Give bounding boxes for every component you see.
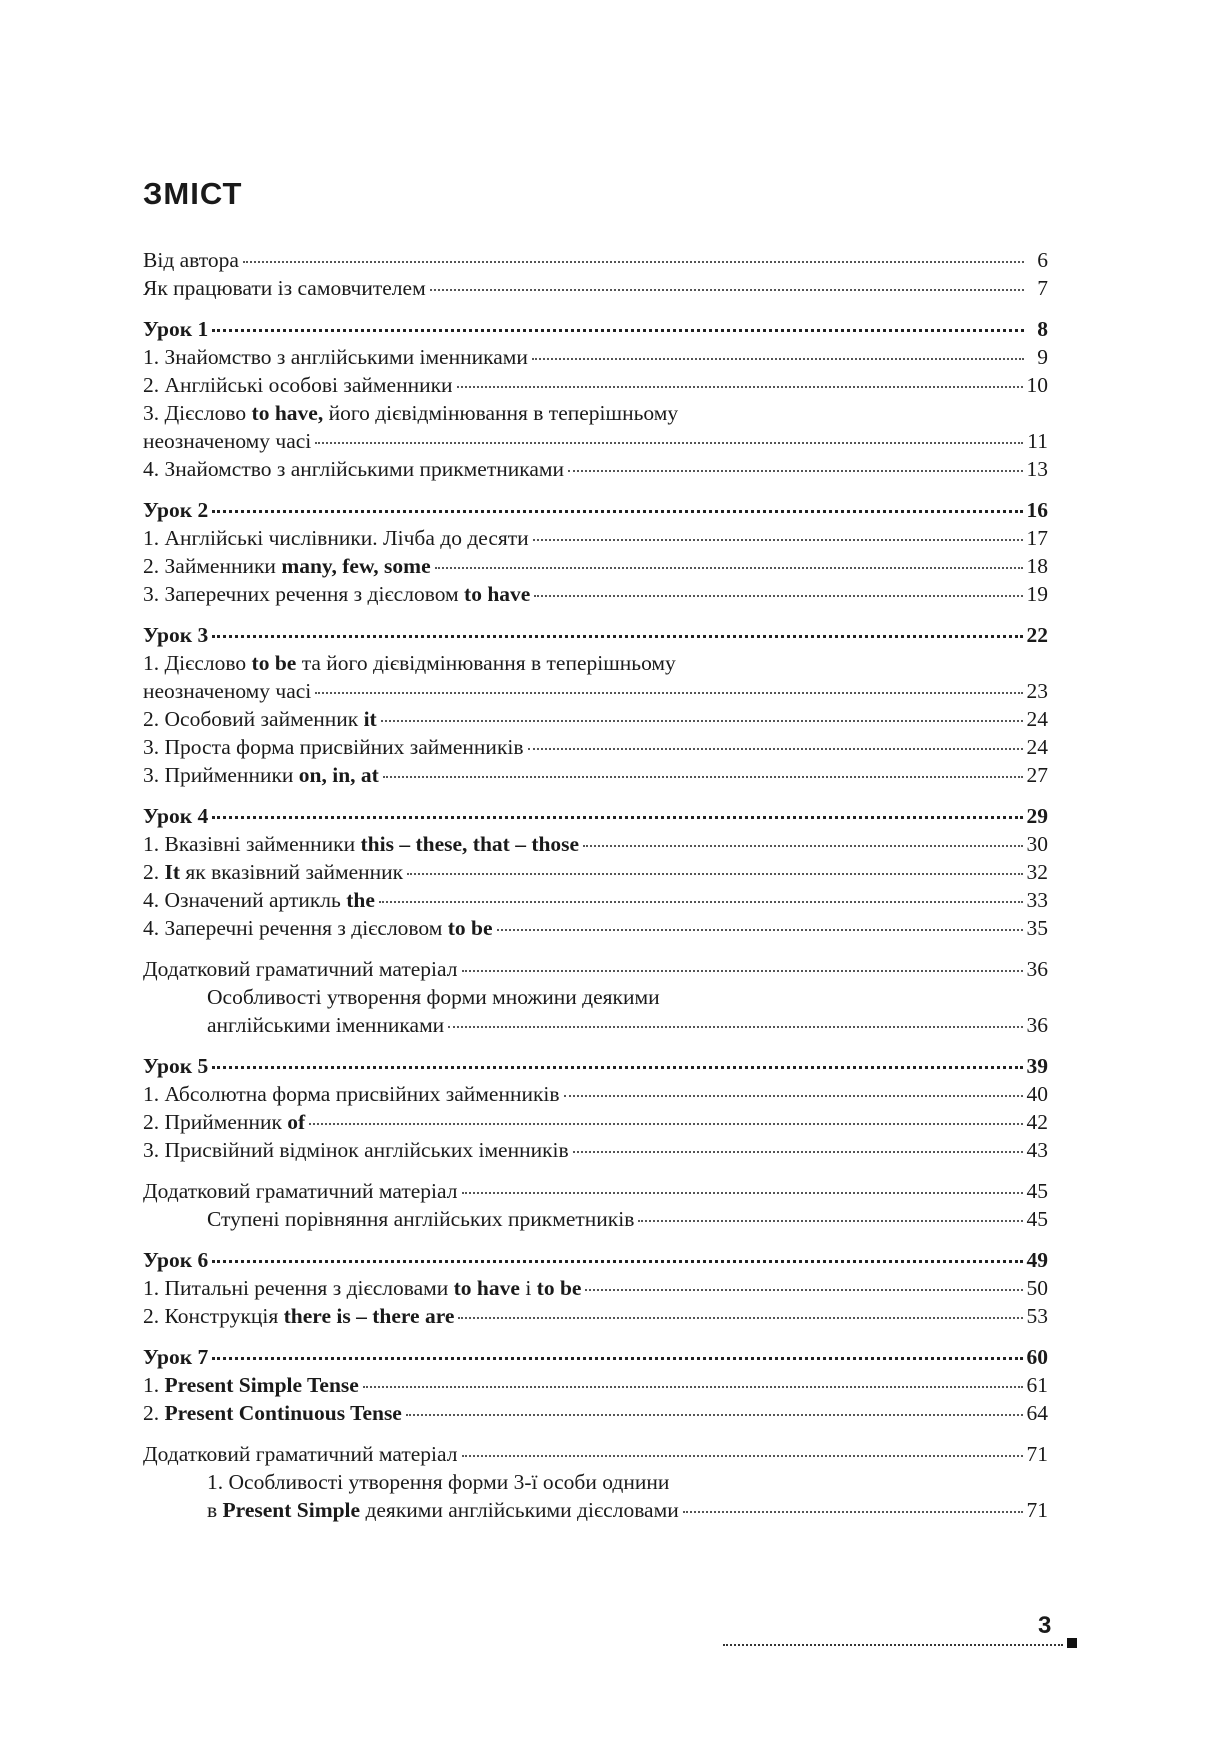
toc-text: 2.	[143, 1401, 165, 1425]
toc-entry-title	[143, 761, 379, 789]
toc-entry	[143, 399, 1048, 427]
toc-entry-title	[143, 524, 529, 552]
toc-entry	[143, 427, 1048, 455]
toc-entry	[143, 343, 1048, 371]
toc-leader-dots	[532, 358, 1024, 360]
toc-text: 3. Присвійний відмінок англійських іменників	[143, 1138, 569, 1162]
toc-entry	[143, 1177, 1048, 1205]
toc-entry-title	[143, 802, 208, 830]
toc-text: в	[207, 1498, 223, 1522]
toc-entry-title	[143, 455, 564, 483]
toc-leader-dots	[568, 470, 1022, 472]
toc-leader-dots	[533, 539, 1023, 541]
toc-page-number: 45	[1026, 1207, 1048, 1231]
toc-entry	[143, 1080, 1048, 1108]
toc-leader-dots	[585, 1289, 1022, 1291]
toc-text: Урок 2	[143, 498, 209, 522]
toc-entry	[143, 858, 1048, 886]
toc-term: to have,	[251, 401, 324, 425]
toc-lesson-heading	[143, 802, 1048, 830]
toc-text: неозначеному часі	[143, 679, 312, 703]
toc-entry-title	[143, 1177, 458, 1205]
toc-term: It	[164, 860, 181, 884]
toc-page-number: 45	[1026, 1179, 1048, 1203]
toc-leader-dots	[462, 1455, 1023, 1457]
toc-entry-title	[207, 1011, 444, 1039]
toc-entry	[143, 1399, 1048, 1427]
toc-page-number: 23	[1026, 679, 1048, 703]
table-of-contents	[143, 246, 1048, 1537]
toc-text: 2.	[143, 860, 165, 884]
toc-term: on, in, at	[298, 763, 379, 787]
toc-text: 1. Англійські числівники. Лічба до десяти	[143, 526, 529, 550]
toc-page-number: 33	[1026, 888, 1048, 912]
toc-lesson-heading	[143, 1246, 1048, 1274]
toc-leader-dots	[212, 816, 1022, 819]
toc-entry-title	[143, 371, 453, 399]
toc-entry-title	[143, 1080, 560, 1108]
toc-entry	[143, 1468, 1048, 1496]
toc-text: Урок 5	[143, 1054, 209, 1078]
toc-leader-dots	[315, 442, 1023, 444]
toc-page-number: 10	[1026, 373, 1048, 397]
toc-text: Додатковий граматичний матеріал	[143, 957, 458, 981]
toc-entry	[143, 1496, 1048, 1524]
toc-entry	[143, 552, 1048, 580]
toc-page-number: 49	[1026, 1248, 1048, 1272]
toc-entry-title	[143, 858, 403, 886]
toc-text: деякими англійськими дієсловами	[360, 1498, 679, 1522]
toc-leader-dots	[212, 510, 1022, 513]
toc-group	[143, 1343, 1048, 1427]
toc-entry-title	[143, 343, 528, 371]
toc-leader-dots	[435, 567, 1023, 569]
toc-entry	[143, 371, 1048, 399]
toc-leader-dots	[462, 970, 1023, 972]
toc-term: Present Simple	[222, 1498, 361, 1522]
toc-page-number: 71	[1026, 1498, 1048, 1522]
toc-entry-title	[143, 580, 530, 608]
toc-leader-dots	[430, 289, 1024, 291]
toc-leader-dots	[379, 901, 1023, 903]
toc-page-number: 19	[1026, 582, 1048, 606]
toc-text: 1. Дієслово	[143, 651, 252, 675]
toc-group	[143, 1177, 1048, 1233]
toc-entry-title	[207, 1496, 679, 1524]
toc-entry-title	[143, 1136, 569, 1164]
toc-entry-title	[143, 830, 579, 858]
toc-page-number: 16	[1026, 498, 1048, 522]
toc-leader-dots	[243, 261, 1024, 263]
toc-entry-title	[143, 274, 426, 302]
toc-leader-dots	[457, 386, 1023, 388]
toc-text: 4. Знайомство з англійськими прикметниками	[143, 457, 565, 481]
toc-group	[143, 802, 1048, 942]
toc-group	[143, 496, 1048, 608]
toc-text: як вказівний займенник	[180, 860, 404, 884]
toc-leader-dots	[564, 1095, 1023, 1097]
toc-leader-dots	[638, 1220, 1022, 1222]
toc-page-number: 71	[1026, 1442, 1048, 1466]
toc-text: 2. Конструкція	[143, 1304, 284, 1328]
toc-page-number: 36	[1026, 1013, 1048, 1037]
toc-text: англійськими іменниками	[207, 1013, 445, 1037]
toc-leader-dots	[383, 776, 1023, 778]
toc-entry	[143, 274, 1048, 302]
toc-entry-title	[143, 1274, 581, 1302]
toc-leader-dots	[309, 1123, 1022, 1125]
toc-leader-dots	[406, 1414, 1023, 1416]
toc-entry-title	[143, 246, 239, 274]
toc-entry	[143, 1302, 1048, 1330]
toc-term: to be	[251, 651, 297, 675]
toc-entry	[143, 830, 1048, 858]
toc-page-number: 22	[1026, 623, 1048, 647]
toc-group	[143, 246, 1048, 302]
toc-text: Урок 7	[143, 1345, 209, 1369]
toc-entry-title	[143, 955, 458, 983]
toc-term: to be	[447, 916, 493, 940]
toc-entry	[143, 1371, 1048, 1399]
toc-term: it	[363, 707, 377, 731]
toc-term: many, few, some	[281, 554, 431, 578]
toc-text: Ступені порівняння англійських прикметників	[207, 1207, 635, 1231]
toc-page-number: 27	[1026, 763, 1048, 787]
toc-page-number: 35	[1026, 916, 1048, 940]
toc-text: Урок 4	[143, 804, 209, 828]
toc-page-number: 9	[1037, 345, 1048, 369]
toc-text: Особливості утворення форми множини деякими	[207, 985, 660, 1009]
toc-text: та його дієвідмінювання в теперішньому	[296, 651, 676, 675]
toc-term: Present Continuous Tense	[164, 1401, 402, 1425]
toc-page-number: 61	[1026, 1373, 1048, 1397]
toc-text: 2. Особовий займенник	[143, 707, 364, 731]
toc-entry	[143, 1440, 1048, 1468]
toc-text: Додатковий граматичний матеріал	[143, 1442, 458, 1466]
toc-page-number: 13	[1026, 457, 1048, 481]
toc-entry-title	[207, 1470, 669, 1494]
toc-page-number: 53	[1026, 1304, 1048, 1328]
toc-lesson-heading	[143, 496, 1048, 524]
toc-leader-dots	[528, 748, 1023, 750]
toc-entry-title	[143, 651, 676, 675]
toc-text: неозначеному часі	[143, 429, 312, 453]
toc-entry	[143, 1274, 1048, 1302]
toc-entry-title	[143, 914, 493, 942]
toc-entry	[143, 761, 1048, 789]
toc-page-number: 7	[1037, 276, 1048, 300]
toc-entry-title	[207, 985, 660, 1009]
toc-text: 1. Особливості утворення форми 3-ї особи однини	[207, 1470, 670, 1494]
toc-leader-dots	[448, 1026, 1022, 1028]
toc-page-number: 43	[1026, 1138, 1048, 1162]
toc-group	[143, 621, 1048, 789]
toc-page-number: 50	[1026, 1276, 1048, 1300]
footer-dotted-rule	[723, 1644, 1063, 1646]
toc-page-number: 36	[1026, 957, 1048, 981]
toc-entry	[143, 955, 1048, 983]
toc-leader-dots	[212, 1357, 1022, 1360]
toc-leader-dots	[462, 1192, 1023, 1194]
toc-leader-dots	[212, 1260, 1022, 1263]
toc-entry	[143, 1205, 1048, 1233]
toc-page-number: 64	[1026, 1401, 1048, 1425]
toc-leader-dots	[212, 329, 1024, 332]
toc-term: this – these, that – those	[360, 832, 580, 856]
toc-entry-title	[143, 1343, 208, 1371]
toc-entry	[143, 886, 1048, 914]
toc-text: 1. Абсолютна форма присвійних займенників	[143, 1082, 560, 1106]
toc-page-number: 17	[1026, 526, 1048, 550]
footer-square-icon	[1067, 1638, 1077, 1648]
toc-term: the	[346, 888, 375, 912]
toc-leader-dots	[212, 1066, 1022, 1069]
toc-term: Present Simple Tense	[164, 1373, 359, 1397]
toc-text: 3. Дієслово	[143, 401, 252, 425]
toc-leader-dots	[583, 845, 1022, 847]
toc-text: 2. Англійські особові займенники	[143, 373, 453, 397]
toc-text: 3. Проста форма присвійних займенників	[143, 735, 524, 759]
toc-group	[143, 1052, 1048, 1164]
toc-page-number: 6	[1037, 248, 1048, 272]
toc-leader-dots	[315, 692, 1022, 694]
toc-text: Як працювати із самовчителем	[143, 276, 426, 300]
toc-text: Додатковий граматичний матеріал	[143, 1179, 458, 1203]
toc-text: 2. Прийменник	[143, 1110, 288, 1134]
toc-leader-dots	[534, 595, 1022, 597]
toc-entry	[143, 1108, 1048, 1136]
toc-leader-dots	[573, 1151, 1023, 1153]
toc-entry-title	[143, 401, 678, 425]
toc-entry	[143, 733, 1048, 761]
toc-leader-dots	[458, 1317, 1022, 1319]
toc-leader-dots	[497, 929, 1023, 931]
toc-text: його дієвідмінювання в теперішньому	[323, 401, 679, 425]
toc-text: Урок 3	[143, 623, 209, 647]
toc-page-number: 40	[1026, 1082, 1048, 1106]
toc-text: 1.	[143, 1373, 165, 1397]
toc-entry-title	[143, 1399, 402, 1427]
toc-entry	[143, 246, 1048, 274]
toc-entry	[143, 914, 1048, 942]
toc-page-number: 60	[1026, 1345, 1048, 1369]
toc-text: 2. Займенники	[143, 554, 282, 578]
toc-term: to have	[464, 582, 531, 606]
toc-entry	[143, 1136, 1048, 1164]
toc-text: 1. Вказівні займенники	[143, 832, 361, 856]
toc-entry	[143, 677, 1048, 705]
toc-text: 1. Знайомство з англійськими іменниками	[143, 345, 528, 369]
toc-entry-title	[143, 1246, 208, 1274]
toc-entry-title	[143, 552, 431, 580]
toc-term: to be	[536, 1276, 582, 1300]
toc-entry	[143, 649, 1048, 677]
toc-entry	[143, 983, 1048, 1011]
toc-entry-title	[143, 1108, 305, 1136]
toc-entry	[143, 580, 1048, 608]
toc-text: 1. Питальні речення з дієсловами	[143, 1276, 454, 1300]
toc-text: Урок 1	[143, 317, 209, 341]
toc-text: Урок 6	[143, 1248, 209, 1272]
toc-leader-dots	[381, 720, 1023, 722]
toc-term: there is – there are	[283, 1304, 455, 1328]
toc-page-number: 8	[1037, 317, 1048, 341]
toc-lesson-heading	[143, 315, 1048, 343]
toc-page-number: 24	[1026, 707, 1048, 731]
toc-leader-dots	[683, 1511, 1023, 1513]
toc-entry-title	[143, 1371, 359, 1399]
toc-group	[143, 1440, 1048, 1524]
toc-entry	[143, 1011, 1048, 1039]
toc-page-number: 11	[1027, 429, 1048, 453]
toc-text: і	[519, 1276, 537, 1300]
toc-lesson-heading	[143, 621, 1048, 649]
toc-entry-title	[143, 1302, 454, 1330]
toc-entry-title	[143, 496, 208, 524]
toc-entry-title	[143, 1440, 458, 1468]
toc-entry-title	[143, 886, 375, 914]
toc-page-number: 29	[1026, 804, 1048, 828]
toc-entry	[143, 524, 1048, 552]
toc-leader-dots	[212, 635, 1022, 638]
toc-leader-dots	[407, 873, 1022, 875]
toc-leader-dots	[363, 1386, 1023, 1388]
toc-text: 3. Заперечних речення з дієсловом	[143, 582, 465, 606]
toc-entry-title	[143, 1052, 208, 1080]
toc-page-number: 42	[1026, 1110, 1048, 1134]
toc-page-number: 30	[1026, 832, 1048, 856]
toc-lesson-heading	[143, 1052, 1048, 1080]
toc-group	[143, 1246, 1048, 1330]
toc-entry-title	[143, 733, 524, 761]
toc-entry-title	[207, 1205, 634, 1233]
toc-entry-title	[143, 677, 311, 705]
toc-entry-title	[143, 705, 377, 733]
toc-group	[143, 955, 1048, 1039]
toc-entry	[143, 705, 1048, 733]
toc-term: of	[287, 1110, 306, 1134]
toc-entry-title	[143, 621, 208, 649]
toc-entry-title	[143, 315, 208, 343]
toc-page-number: 24	[1026, 735, 1048, 759]
toc-page-number: 32	[1026, 860, 1048, 884]
toc-text: 4. Заперечні речення з дієсловом	[143, 916, 448, 940]
toc-entry-title	[143, 427, 311, 455]
toc-text: 3. Прийменники	[143, 763, 299, 787]
page-number: 3	[1038, 1612, 1052, 1639]
toc-text: 4. Означений артикль	[143, 888, 347, 912]
toc-lesson-heading	[143, 1343, 1048, 1371]
toc-term: to have	[453, 1276, 520, 1300]
toc-entry	[143, 455, 1048, 483]
toc-text: Від автора	[143, 248, 239, 272]
toc-page-number: 39	[1026, 1054, 1048, 1078]
toc-page-number: 18	[1026, 554, 1048, 578]
page-title: ЗМІСТ	[143, 176, 243, 211]
toc-group	[143, 315, 1048, 483]
